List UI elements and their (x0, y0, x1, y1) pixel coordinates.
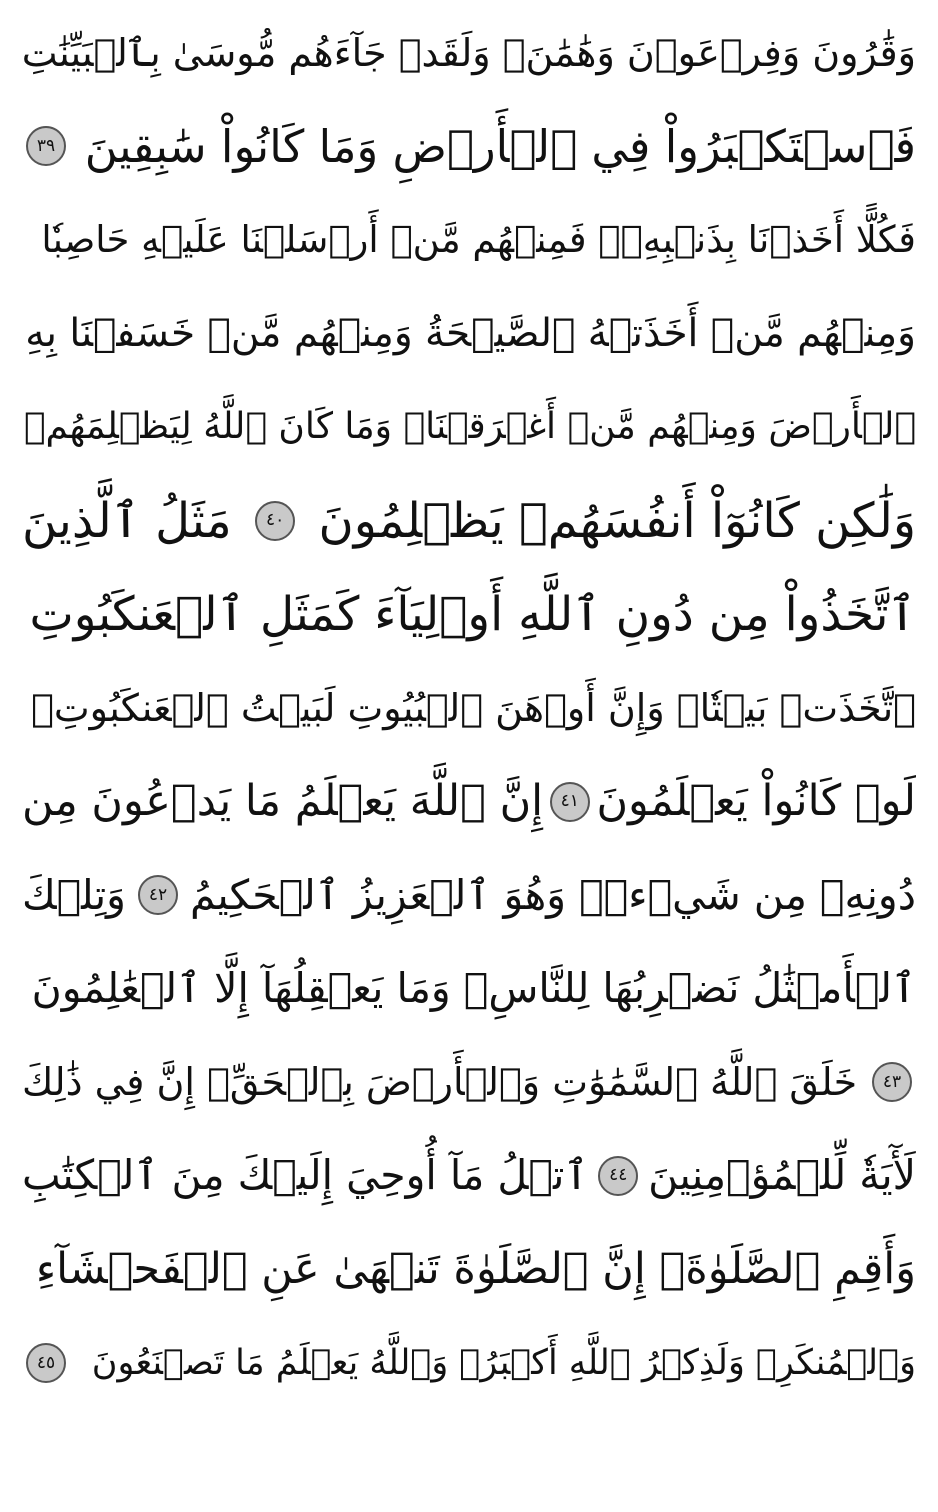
verse-line (22, 1036, 916, 1130)
verse-text: وَٱلۡمُنكَرِۗ وَلَذِكۡرُ ٱللَّهِ أَكۡبَرُۗ وَٱللَّهُ يَعۡلَمُ مَا تَصۡنَعُونَ (91, 1342, 916, 1383)
verse-text: ٱلۡأَمۡثَٰلُ نَضۡرِبُهَا لِلنَّاسِۖ وَمَا يَعۡقِلُهَآ إِلَّا ٱلۡعَٰلِمُونَ (31, 964, 916, 1013)
verse-text: فَٱسۡتَكۡبَرُواْ فِي ٱلۡأَرۡضِ وَمَا كَانُواْ سَٰبِقِينَ (84, 119, 916, 173)
verse-text: فَكُلًّا أَخَذۡنَا بِذَنۢبِهِۦۖ فَمِنۡهُم مَّنۡ أَرۡسَلۡنَا عَلَيۡهِ حَاصِبٗا (41, 218, 916, 262)
verse-text: ٱتۡلُ مَآ أُوحِيَ إِلَيۡكَ مِنَ ٱلۡكِتَٰبِ (22, 1151, 589, 1200)
verse-line (22, 1223, 916, 1317)
ayah-number-marker: ٤٠ (255, 501, 295, 541)
ayah-number-marker: ٤٤ (598, 1156, 638, 1196)
verse-line (22, 6, 916, 100)
verse-line (22, 661, 916, 755)
verse-line (22, 287, 916, 381)
ayah-number-marker: ٤١ (550, 782, 590, 822)
verse-text: وَأَقِمِ ٱلصَّلَوٰةَۖ إِنَّ ٱلصَّلَوٰةَ تَنۡهَىٰ عَنِ ٱلۡفَحۡشَآءِ (35, 1244, 916, 1295)
verse-text: مَثَلُ ٱلَّذِينَ (22, 492, 232, 549)
verse-line (22, 1316, 916, 1410)
verse-text: لَوۡ كَانُواْ يَعۡلَمُونَ (596, 776, 916, 827)
verse-text: إِنَّ ٱللَّهَ يَعۡلَمُ مَا يَدۡعُونَ مِن (22, 776, 544, 827)
ayah-number-marker: ٣٩ (26, 126, 66, 166)
verse-text: دُونِهِۦ مِن شَيۡءٖۚ وَهُوَ ٱلۡعَزِيزُ ٱلۡحَكِيمُ (189, 870, 916, 919)
ayah-number-marker: ٤٢ (138, 875, 178, 915)
verse-line (22, 755, 916, 849)
verse-text: ٱتَّخَذَتۡ بَيۡتٗاۖ وَإِنَّ أَوۡهَنَ ٱلۡبُيُوتِ لَبَيۡتُ ٱلۡعَنكَبُوتِۚ (31, 685, 916, 730)
verse-line (22, 848, 916, 942)
verse-line (22, 100, 916, 194)
verse-line (22, 568, 916, 662)
ayah-number-marker: ٤٥ (26, 1343, 66, 1383)
verse-line (22, 380, 916, 474)
ayah-number-marker: ٤٣ (872, 1062, 912, 1102)
verse-line (22, 193, 916, 287)
verse-line (22, 1129, 916, 1223)
verse-text: وَلَٰكِن كَانُوٓاْ أَنفُسَهُمۡ يَظۡلِمُونَ (318, 492, 916, 549)
verse-line (22, 942, 916, 1036)
verse-line (22, 474, 916, 568)
verse-text: لَأٓيَةٗ لِّلۡمُؤۡمِنِينَ (648, 1151, 916, 1200)
verse-text: ٱتَّخَذُواْ مِن دُونِ ٱللَّهِ أَوۡلِيَآءَ كَمَثَلِ ٱلۡعَنكَبُوتِ (29, 586, 916, 642)
verse-text: وَمِنۡهُم مَّنۡ أَخَذَتۡهُ ٱلصَّيۡحَةُ وَمِنۡهُم مَّنۡ خَسَفۡنَا بِهِ (25, 311, 916, 357)
verse-text: خَلَقَ ٱللَّهُ ٱلسَّمَٰوَٰتِ وَٱلۡأَرۡضَ بِٱلۡحَقِّۚ إِنَّ فِي ذَٰلِكَ (22, 1060, 858, 1105)
verse-text: وَقَٰرُونَ وَفِرۡعَوۡنَ وَهَٰمَٰنَۖ وَلَقَدۡ جَآءَهُم مُّوسَىٰ بِٱلۡبَيِّنَٰتِ (22, 30, 916, 75)
verse-text: ٱلۡأَرۡضَ وَمِنۡهُم مَّنۡ أَغۡرَقۡنَاۚ وَمَا كَانَ ٱللَّهُ لِيَظۡلِمَهُمۡ (23, 406, 916, 448)
verse-text: وَتِلۡكَ (22, 870, 126, 919)
verse-lines (22, 6, 916, 1410)
